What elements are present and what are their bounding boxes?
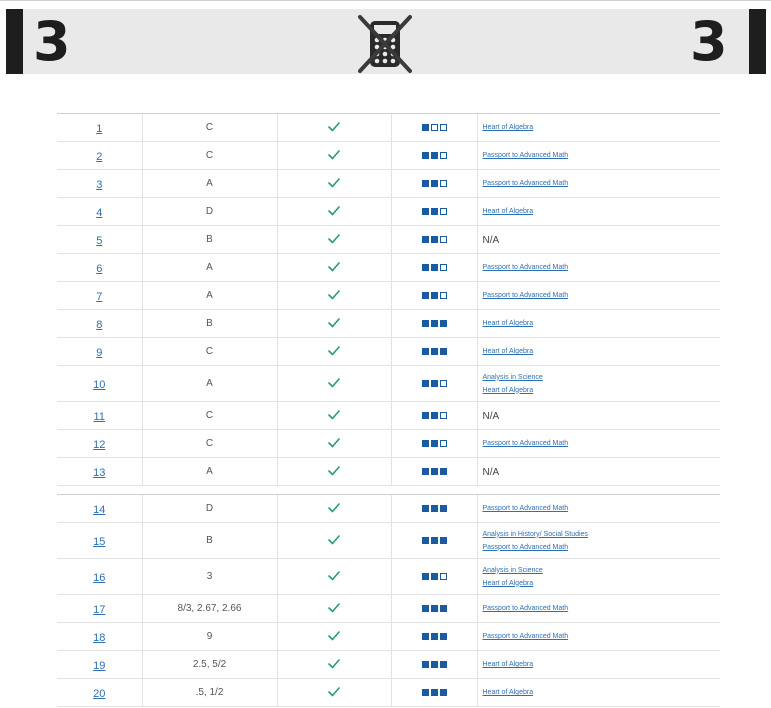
result-cell <box>277 623 391 651</box>
check-icon <box>328 603 340 613</box>
question-number-cell <box>57 254 142 282</box>
table-row <box>57 679 720 707</box>
difficulty-square-filled <box>422 633 429 640</box>
correct-answer: 3 <box>142 559 277 595</box>
check-icon <box>328 150 340 160</box>
difficulty-indicator <box>391 338 477 366</box>
question-link[interactable]: 17 <box>93 603 106 616</box>
question-link[interactable]: 18 <box>93 631 106 644</box>
correct-answer: C <box>142 402 277 430</box>
difficulty-square-filled <box>422 537 429 544</box>
difficulty-indicator <box>391 651 477 679</box>
table-row <box>57 402 720 430</box>
difficulty-square-filled <box>431 380 438 387</box>
domain-link[interactable]: Passport to Advanced Math <box>482 264 569 271</box>
domain-cell <box>477 523 720 559</box>
difficulty-square-filled <box>422 152 429 159</box>
question-link[interactable]: 19 <box>93 659 106 672</box>
result-cell <box>277 338 391 366</box>
check-icon <box>328 262 340 272</box>
correct-answer: B <box>142 310 277 338</box>
difficulty-square-filled <box>422 124 429 131</box>
question-link[interactable]: 3 <box>96 178 103 191</box>
difficulty-square-empty <box>440 124 447 131</box>
difficulty-square-filled <box>440 537 447 544</box>
table-row <box>57 595 720 623</box>
question-number-cell <box>57 679 142 707</box>
correct-answer: A <box>142 366 277 402</box>
domain-na-text: N/A <box>482 467 500 478</box>
question-link[interactable]: 4 <box>96 206 103 219</box>
difficulty-square-filled <box>422 605 429 612</box>
difficulty-indicator <box>391 458 477 486</box>
difficulty-square-filled <box>422 264 429 271</box>
domain-link[interactable]: Heart of Algebra <box>482 689 534 696</box>
difficulty-square-filled <box>431 537 438 544</box>
banner-left-bar <box>6 9 23 74</box>
check-icon <box>328 631 340 641</box>
question-number-cell <box>57 338 142 366</box>
difficulty-square-filled <box>440 320 447 327</box>
difficulty-square-empty <box>431 124 438 131</box>
correct-answer: 2.5, 5/2 <box>142 651 277 679</box>
domain-cell <box>477 651 720 679</box>
correct-answer: .5, 1/2 <box>142 679 277 707</box>
domain-link[interactable]: Passport to Advanced Math <box>482 180 569 187</box>
check-icon <box>328 378 340 388</box>
domain-link[interactable]: Passport to Advanced Math <box>482 152 569 159</box>
domain-link[interactable]: Analysis in Science <box>482 373 543 381</box>
domain-link[interactable]: Passport to Advanced Math <box>482 633 569 640</box>
difficulty-square-empty <box>440 292 447 299</box>
difficulty-indicator <box>391 559 477 595</box>
result-cell <box>277 458 391 486</box>
table-row <box>57 310 720 338</box>
difficulty-square-filled <box>422 208 429 215</box>
check-icon <box>328 206 340 216</box>
difficulty-square-filled <box>440 661 447 668</box>
answer-key-table-part-2 <box>57 494 720 707</box>
question-number-cell <box>57 402 142 430</box>
question-number-cell <box>57 559 142 595</box>
domain-cell <box>477 170 720 198</box>
domain-cell <box>477 458 720 486</box>
check-icon <box>328 178 340 188</box>
result-cell <box>277 402 391 430</box>
difficulty-square-empty <box>440 440 447 447</box>
difficulty-square-filled <box>431 208 438 215</box>
difficulty-square-filled <box>440 605 447 612</box>
domain-na-text: N/A <box>482 235 500 246</box>
domain-link[interactable]: Passport to Advanced Math <box>482 605 569 612</box>
result-cell <box>277 254 391 282</box>
question-link[interactable]: 6 <box>96 262 103 275</box>
question-number-cell <box>57 495 142 523</box>
question-number-cell <box>57 170 142 198</box>
table-row <box>57 523 720 559</box>
correct-answer: C <box>142 114 277 142</box>
difficulty-square-filled <box>431 605 438 612</box>
result-cell <box>277 226 391 254</box>
difficulty-indicator <box>391 430 477 458</box>
question-link[interactable]: 5 <box>96 234 103 247</box>
result-cell <box>277 114 391 142</box>
difficulty-square-empty <box>440 236 447 243</box>
domain-cell <box>477 559 720 595</box>
difficulty-square-filled <box>422 661 429 668</box>
question-link[interactable]: 11 <box>93 410 105 423</box>
difficulty-square-filled <box>431 348 438 355</box>
table-row <box>57 495 720 523</box>
question-number-cell <box>57 282 142 310</box>
table-row <box>57 170 720 198</box>
difficulty-indicator <box>391 623 477 651</box>
domain-cell <box>477 679 720 707</box>
difficulty-indicator <box>391 495 477 523</box>
difficulty-square-filled <box>440 633 447 640</box>
difficulty-square-filled <box>431 180 438 187</box>
difficulty-square-filled <box>440 505 447 512</box>
check-icon <box>328 290 340 300</box>
check-icon <box>328 346 340 356</box>
difficulty-square-filled <box>422 440 429 447</box>
question-link[interactable]: 2 <box>96 150 103 163</box>
difficulty-square-filled <box>431 689 438 696</box>
difficulty-square-filled <box>422 292 429 299</box>
table-row <box>57 254 720 282</box>
question-link[interactable]: 7 <box>96 290 103 303</box>
difficulty-square-filled <box>431 320 438 327</box>
table-row <box>57 623 720 651</box>
domain-cell <box>477 226 720 254</box>
domain-link[interactable]: Heart of Algebra <box>482 208 534 215</box>
result-cell <box>277 310 391 338</box>
question-link[interactable]: 16 <box>93 571 106 584</box>
domain-link[interactable]: Passport to Advanced Math <box>482 505 569 512</box>
check-icon <box>328 122 340 132</box>
table-row <box>57 282 720 310</box>
difficulty-square-filled <box>440 348 447 355</box>
difficulty-square-filled <box>422 468 429 475</box>
question-link[interactable]: 1 <box>96 122 103 135</box>
difficulty-square-empty <box>440 208 447 215</box>
domain-link[interactable]: Heart of Algebra <box>482 320 534 327</box>
banner-right-bar <box>749 9 766 74</box>
table-row <box>57 366 720 402</box>
domain-cell <box>477 282 720 310</box>
question-number-cell <box>57 366 142 402</box>
domain-cell <box>477 595 720 623</box>
difficulty-indicator <box>391 366 477 402</box>
result-cell <box>277 170 391 198</box>
difficulty-square-filled <box>422 320 429 327</box>
question-number-cell <box>57 198 142 226</box>
domain-cell <box>477 114 720 142</box>
question-link[interactable]: 12 <box>93 438 106 451</box>
domain-link[interactable]: Analysis in Science <box>482 566 543 574</box>
table-row <box>57 226 720 254</box>
no-calculator-icon <box>354 13 416 75</box>
correct-answer: 9 <box>142 623 277 651</box>
question-number-cell <box>57 523 142 559</box>
correct-answer: A <box>142 458 277 486</box>
correct-answer: 8/3, 2.67, 2.66 <box>142 595 277 623</box>
domain-link[interactable]: Heart of Algebra <box>482 124 534 131</box>
domain-cell <box>477 402 720 430</box>
table-row <box>57 651 720 679</box>
difficulty-square-filled <box>422 505 429 512</box>
result-cell <box>277 651 391 679</box>
question-number-cell <box>57 142 142 170</box>
difficulty-square-filled <box>422 412 429 419</box>
difficulty-square-filled <box>431 468 438 475</box>
check-icon <box>328 571 340 581</box>
domain-link[interactable]: Heart of Algebra <box>482 348 534 355</box>
difficulty-square-filled <box>422 348 429 355</box>
question-link[interactable]: 14 <box>93 503 106 516</box>
difficulty-square-filled <box>431 440 438 447</box>
difficulty-square-filled <box>422 236 429 243</box>
result-cell <box>277 495 391 523</box>
question-number-cell <box>57 651 142 679</box>
domain-cell <box>477 254 720 282</box>
difficulty-indicator <box>391 679 477 707</box>
table-row <box>57 114 720 142</box>
result-cell <box>277 559 391 595</box>
difficulty-square-filled <box>422 573 429 580</box>
difficulty-square-filled <box>431 412 438 419</box>
result-cell <box>277 595 391 623</box>
domain-link[interactable]: Passport to Advanced Math <box>482 440 569 447</box>
correct-answer: C <box>142 338 277 366</box>
section-number-left: 3 <box>33 10 71 73</box>
table-row <box>57 338 720 366</box>
answer-key-table-part-1 <box>57 113 720 486</box>
domain-cell <box>477 142 720 170</box>
question-number-cell <box>57 114 142 142</box>
domain-cell <box>477 366 720 402</box>
check-icon <box>328 659 340 669</box>
difficulty-square-filled <box>431 264 438 271</box>
domain-link[interactable]: Heart of Algebra <box>482 661 534 668</box>
question-number-cell <box>57 226 142 254</box>
difficulty-square-filled <box>431 292 438 299</box>
difficulty-square-empty <box>440 264 447 271</box>
correct-answer: A <box>142 170 277 198</box>
difficulty-indicator <box>391 170 477 198</box>
domain-cell <box>477 430 720 458</box>
difficulty-square-filled <box>422 180 429 187</box>
difficulty-square-filled <box>440 689 447 696</box>
question-number-cell <box>57 595 142 623</box>
check-icon <box>328 466 340 476</box>
difficulty-indicator <box>391 114 477 142</box>
section-number-right: 3 <box>690 10 728 73</box>
check-icon <box>328 535 340 545</box>
check-icon <box>328 234 340 244</box>
domain-link[interactable]: Passport to Advanced Math <box>482 292 569 299</box>
question-number-cell <box>57 458 142 486</box>
table-row <box>57 430 720 458</box>
question-number-cell <box>57 623 142 651</box>
question-number-cell <box>57 310 142 338</box>
domain-cell <box>477 495 720 523</box>
difficulty-indicator <box>391 402 477 430</box>
domain-link[interactable]: Passport to Advanced Math <box>482 543 569 551</box>
difficulty-indicator <box>391 226 477 254</box>
table-row <box>57 559 720 595</box>
check-icon <box>328 687 340 697</box>
difficulty-indicator <box>391 523 477 559</box>
correct-answer: D <box>142 198 277 226</box>
result-cell <box>277 282 391 310</box>
difficulty-indicator <box>391 198 477 226</box>
difficulty-square-filled <box>431 236 438 243</box>
question-link[interactable]: 13 <box>93 466 106 479</box>
result-cell <box>277 366 391 402</box>
difficulty-indicator <box>391 282 477 310</box>
result-cell <box>277 679 391 707</box>
difficulty-indicator <box>391 310 477 338</box>
difficulty-square-filled <box>431 152 438 159</box>
difficulty-square-filled <box>422 689 429 696</box>
question-link[interactable]: 8 <box>96 318 103 331</box>
difficulty-square-empty <box>440 573 447 580</box>
question-link[interactable]: 15 <box>93 535 106 548</box>
correct-answer: B <box>142 523 277 559</box>
result-cell <box>277 430 391 458</box>
table-row <box>57 142 720 170</box>
domain-cell <box>477 338 720 366</box>
domain-na-text: N/A <box>482 411 500 422</box>
difficulty-square-filled <box>431 661 438 668</box>
top-divider <box>0 0 771 1</box>
correct-answer: D <box>142 495 277 523</box>
difficulty-indicator <box>391 595 477 623</box>
correct-answer: A <box>142 254 277 282</box>
difficulty-square-filled <box>431 505 438 512</box>
check-icon <box>328 410 340 420</box>
domain-cell <box>477 310 720 338</box>
domain-link[interactable]: Heart of Algebra <box>482 579 534 587</box>
difficulty-square-empty <box>440 380 447 387</box>
check-icon <box>328 318 340 328</box>
difficulty-square-empty <box>440 412 447 419</box>
difficulty-square-filled <box>431 633 438 640</box>
correct-answer: B <box>142 226 277 254</box>
difficulty-indicator <box>391 254 477 282</box>
domain-link[interactable]: Analysis in History/ Social Studies <box>482 530 588 538</box>
question-link[interactable]: 10 <box>93 378 106 391</box>
check-icon <box>328 503 340 513</box>
result-cell <box>277 523 391 559</box>
check-icon <box>328 438 340 448</box>
result-cell <box>277 198 391 226</box>
table-row <box>57 198 720 226</box>
difficulty-square-empty <box>440 152 447 159</box>
result-cell <box>277 142 391 170</box>
table-row <box>57 458 720 486</box>
difficulty-indicator <box>391 142 477 170</box>
correct-answer: C <box>142 430 277 458</box>
correct-answer: C <box>142 142 277 170</box>
correct-answer: A <box>142 282 277 310</box>
difficulty-square-filled <box>440 468 447 475</box>
difficulty-square-filled <box>422 380 429 387</box>
domain-link[interactable]: Heart of Algebra <box>482 386 534 394</box>
question-number-cell <box>57 430 142 458</box>
difficulty-square-empty <box>440 180 447 187</box>
domain-cell <box>477 198 720 226</box>
question-link[interactable]: 20 <box>93 687 106 700</box>
question-link[interactable]: 9 <box>96 346 103 359</box>
difficulty-square-filled <box>431 573 438 580</box>
domain-cell <box>477 623 720 651</box>
